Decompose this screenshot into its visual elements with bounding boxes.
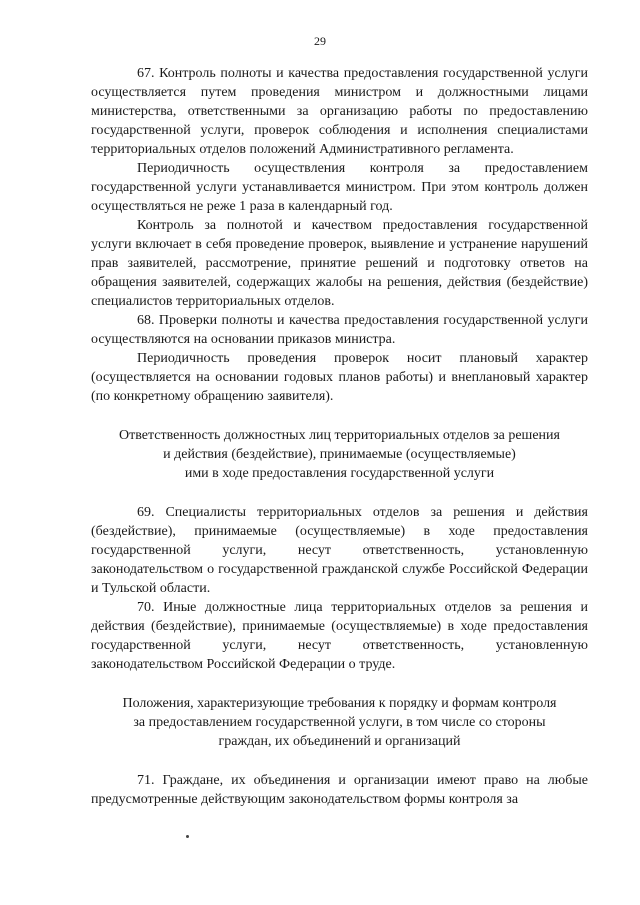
section-title-line: и действия (бездействие), принимаемые (осуществляемые) — [163, 447, 516, 462]
paragraph-71: 71. Граждане, их объединения и организации имеют право на любые предусмотренные действующим законодательством формы контроля за — [91, 773, 588, 807]
paragraph-67-periodicity: Периодичность осуществления контроля за предоставлением государственной услуги устанавливается министром. При этом контроль должен осуществляться не реже 1 раза в календарный год. — [91, 161, 588, 214]
document-body — [91, 64, 588, 809]
paragraph-69: 69. Специалисты территориальных отделов за решения и действия (бездействие), принимаемые (осуществляемые) в ходе предоставления государственной услуги, несут ответственность, установленную законодательством о государственной гражданской службе Российской Федерации и Тульской области. — [91, 505, 588, 596]
section-title-line: ими в ходе предоставления государственной услуги — [184, 466, 495, 481]
section-title-responsibility — [91, 426, 588, 483]
paragraph-67-control-scope: Контроль за полнотой и качеством предоставления государственной услуги включает в себя проведение проверок, выявление и устранение нарушений прав заявителей, рассмотрение, принятие решений и подготовку ответов на обращения заявителей, содержащих жалобы на решения, действия (бездействие) специалистов территориальных отделов. — [91, 218, 588, 309]
paragraph-68-periodicity: Периодичность проведения проверок носит плановый характер (осуществляется на основании годовых планов работы) и внеплановый характер (по конкретному обращению заявителя). — [91, 351, 588, 404]
paragraph-68: 68. Проверки полноты и качества предоставления государственной услуги осуществляются на основании приказов министра. — [91, 313, 588, 347]
section-title-control-forms — [91, 694, 588, 751]
paragraph-70: 70. Иные должностные лица территориальных отделов за решения и действия (бездействие), принимаемые (осуществляемые) в ходе предоставления государственной услуги, несут ответственность, установленную законодательством Российской Федерации о труде. — [91, 600, 588, 672]
section-title-line: за предоставлением государственной услуги, в том числе со стороны — [133, 715, 546, 730]
stray-dot — [186, 835, 189, 838]
page-number: 29 — [314, 34, 326, 48]
section-title-line: Ответственность должностных лиц территориальных отделов за решения — [119, 428, 560, 443]
section-title-line: граждан, их объединений и организаций — [218, 734, 461, 749]
paragraph-67: 67. Контроль полноты и качества предоставления государственной услуги осуществляется путем проведения министром и должностными лицами министерства, ответственными за организацию работы по предоставлению государственной услуги, проверок соблюдения и исполнения специалистами территориальных отделов положений Административного регламента. — [91, 66, 588, 157]
section-title-line: Положения, характеризующие требования к порядку и формам контроля — [122, 696, 557, 711]
